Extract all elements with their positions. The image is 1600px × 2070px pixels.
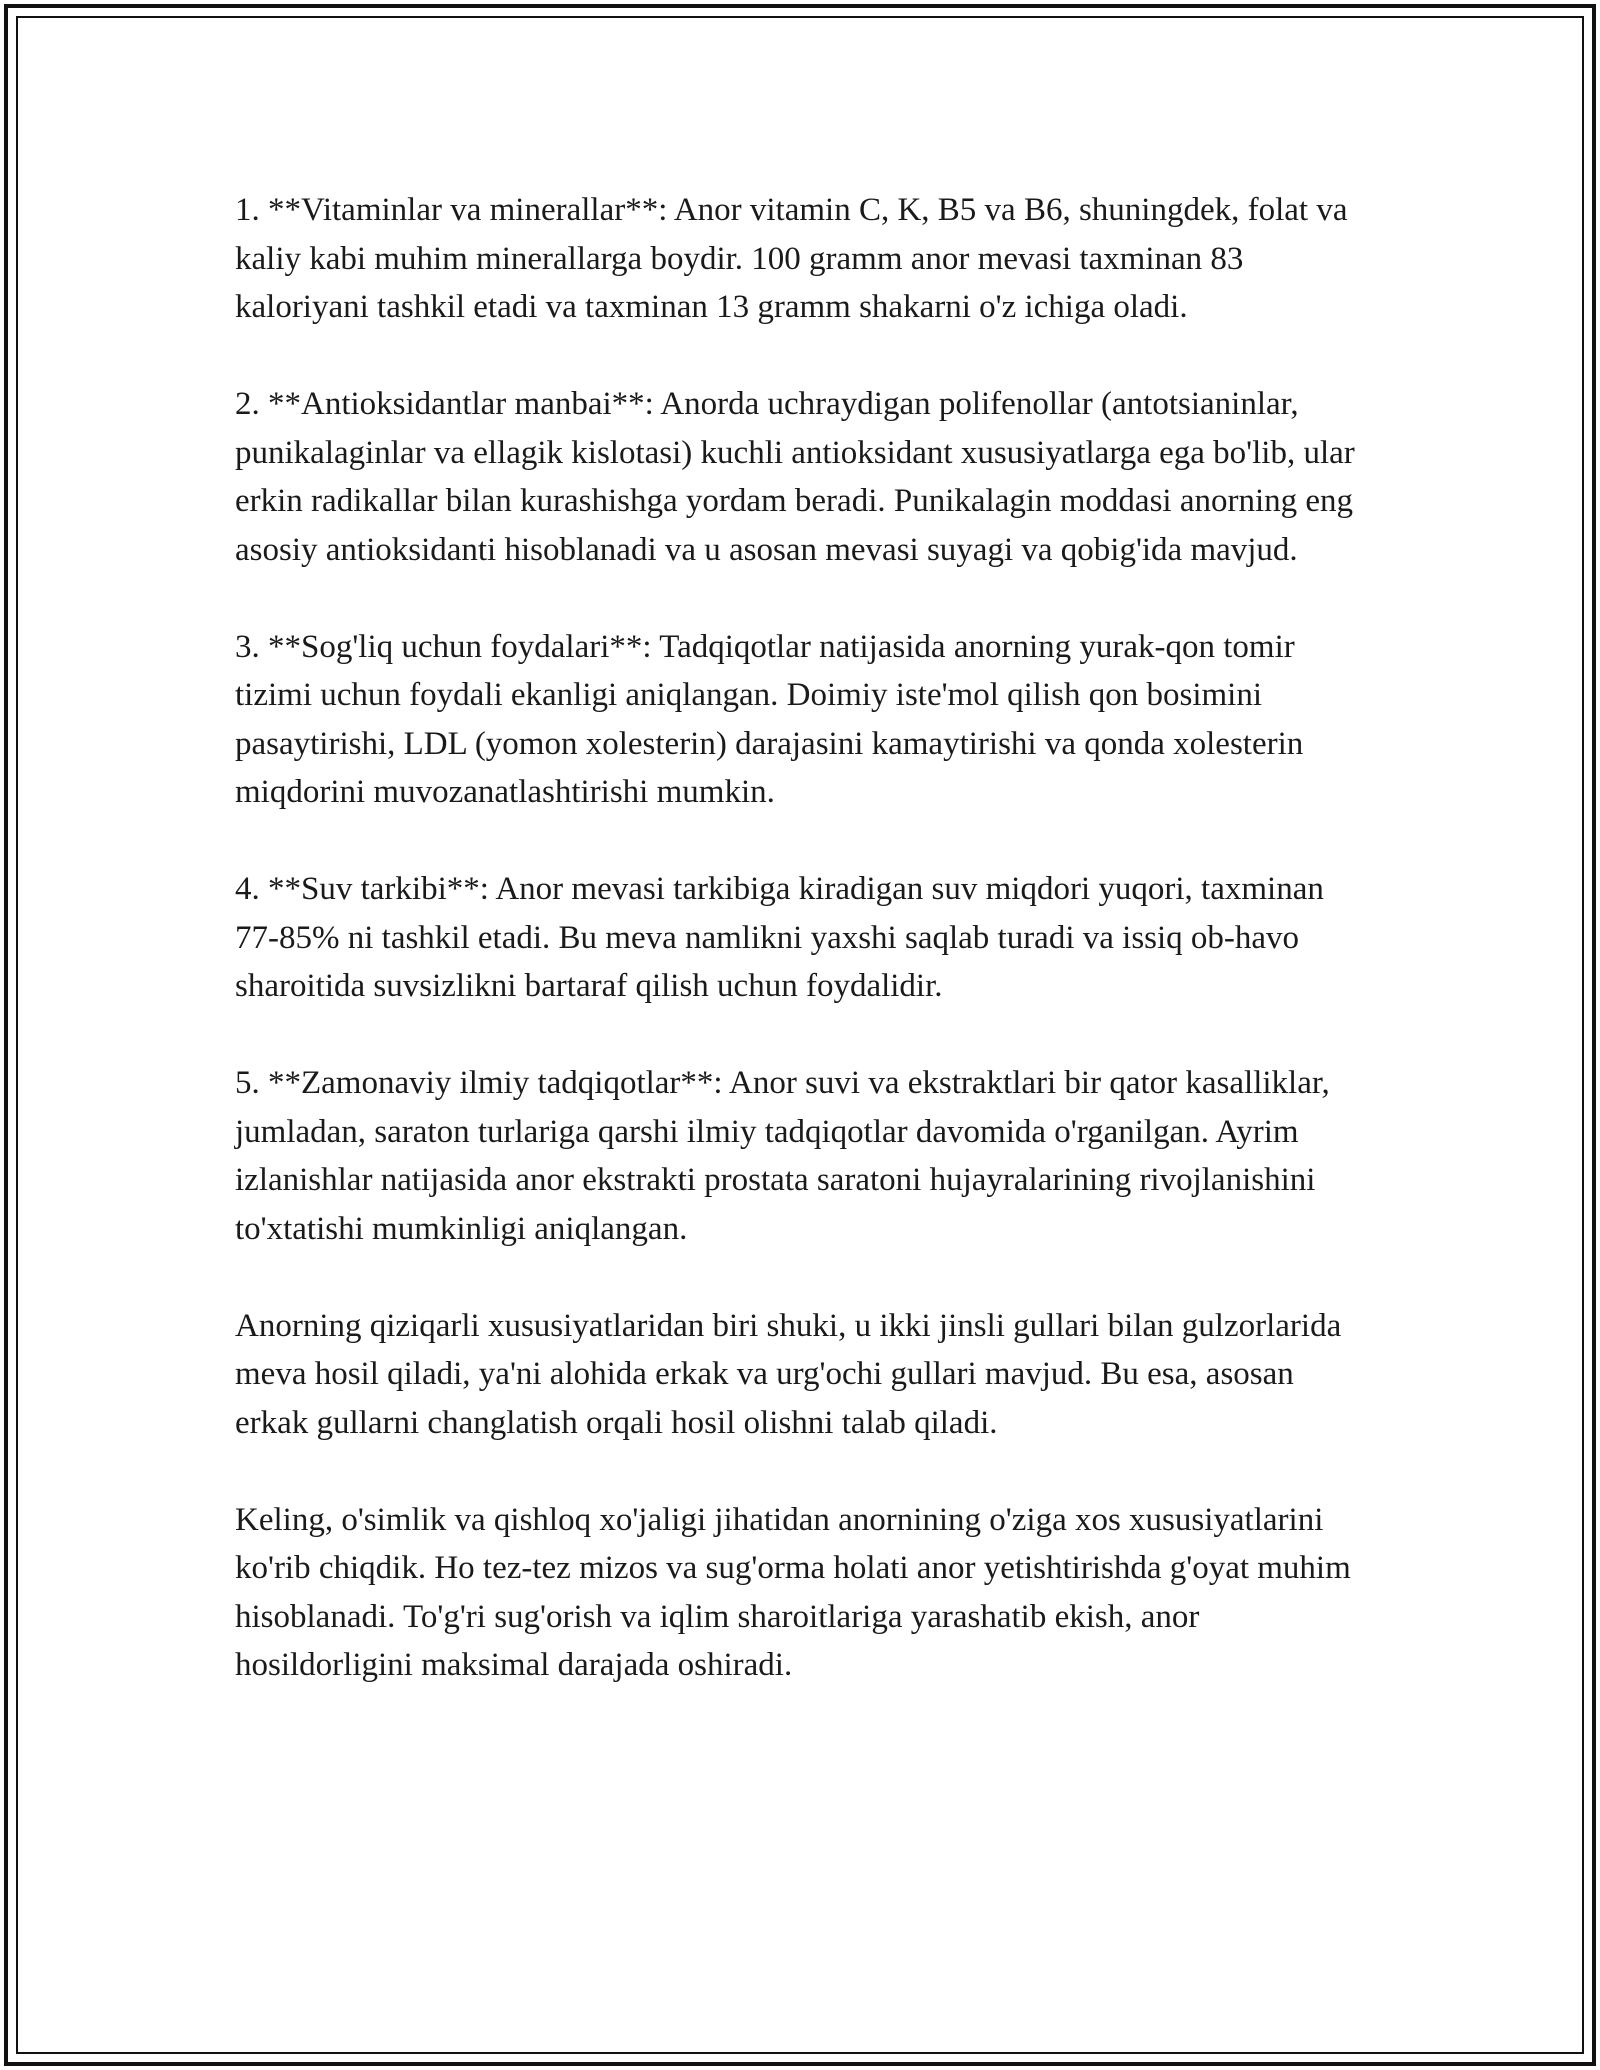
paragraph-health-benefits: 3. **Sog'liq uchun foydalari**: Tadqiqotlar natijasida anorning yurak-qon tomir tizimi uchun foydali ekanligi aniqlangan. Doimiy iste'mol qilish qon bosimini pasaytirishi, LDL (yomon xolesterin) darajasini kamaytirishi va qonda xolesterin miqdorini muvozanatlashtirishi mumkin. xyxy=(235,628,1304,810)
paragraph-antioxidants: 2. **Antioksidantlar manbai**: Anorda uchraydigan polifenollar (antotsianinlar, punikalaginlar va ellagik kislotasi) kuchli antioksidant xususiyatlarga ega bo'lib, ular erkin radikallar bilan kurashishga yordam beradi. Punikalagin moddasi anorning eng asosiy antioksidanti hisoblanadi va u asosan mevasi suyagi va qobig'ida mavjud. xyxy=(235,386,1355,568)
paragraph-vitamins: 1. **Vitaminlar va minerallar**: Anor vitamin C, K, B5 va B6, shuningdek, folat va kaliy kabi muhim minerallarga boydir. 100 gramm anor mevasi taxminan 83 kaloriyani tashkil etadi va taxminan 13 gramm shakarni o'z ichiga oladi. xyxy=(235,192,1348,325)
paragraph-modern-research: 5. **Zamonaviy ilmiy tadqiqotlar**: Anor suvi va ekstraktlari bir qator kasalliklar, jumladan, saraton turlariga qarshi ilmiy tadqiqotlar davomida o'rganilgan. Ayrim izlanishlar natijasida anor ekstrakti prostata saratoni hujayralarining rivojlanishini to'xtatishi mumkinligi aniqlangan. xyxy=(235,1065,1330,1247)
paragraph-water-content: 4. **Suv tarkibi**: Anor mevasi tarkibiga kiradigan suv miqdori yuqori, taxminan 77-85% ni tashkil etadi. Bu meva namlikni yaxshi saqlab turadi va issiq ob-havo sharoitida suvsizlikni bartaraf qilish uchun foydalidir. xyxy=(235,871,1324,1004)
paragraph-conclusion: Keling, o'simlik va qishloq xo'jaligi jihatidan anornining o'ziga xos xususiyatlarini ko'rib chiqdik. Ho tez-tez mizos va sug'orma holati anor yetishtirishda g'oyat muhim hisoblanadi. To'g'ri sug'orish va iqlim sharoitlariga yarashatib ekish, anor hosildorligini maksimal darajada oshiradi. xyxy=(235,1501,1351,1683)
paragraph-flowers: Anorning qiziqarli xususiyatlaridan biri shuki, u ikki jinsli gullari bilan gulzorlarida meva hosil qiladi, ya'ni alohida erkak va urg'ochi gullari mavjud. Bu esa, asosan erkak gullarni changlatish orqali hosil olishni talab qiladi. xyxy=(235,1307,1342,1441)
document-body xyxy=(235,186,1375,1738)
